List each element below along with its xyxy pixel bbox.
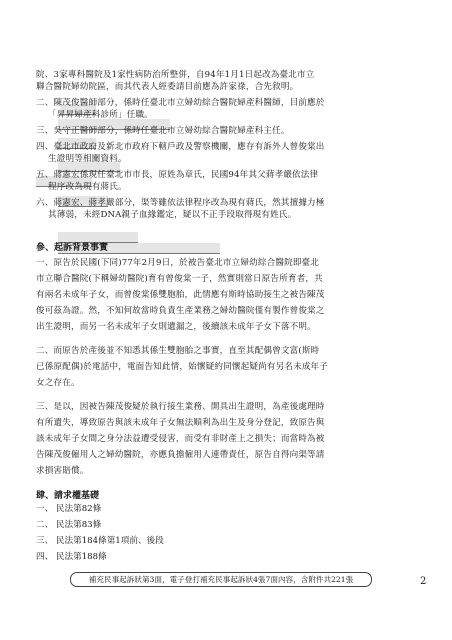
page-number: 2 [420, 576, 427, 587]
law-item: 一、 民法第82條 [36, 504, 102, 514]
body-line: 四、臺北市政府及新北市政府下轄戶政及警察機關，應存有訴外人曾俊棠出 [36, 142, 325, 152]
body-line: 三、是以，因被告陳茂俊疑於執行接生業務、開具出生證明，為產後處理時 [36, 402, 325, 412]
body-line: 有兩名未成年子女，而曾俊棠係雙胞胎，此情應有斯時協助接生之被告陳茂 [36, 290, 325, 300]
body-line: 女之存在。 [36, 378, 80, 388]
body-line: 有所遺失，導致原告與該未成年子女無法順利為出生及身分登記，致原告與 [36, 418, 325, 428]
body-line: 告陳茂俊僱用人之婦幼醫院，亦應負擔僱用人連帶責任，原告自得向渠等請 [36, 450, 325, 460]
section-heading: 肆、請求權基礎 [36, 491, 100, 501]
body-line: 出生證明，而另一名未成年子女則遺漏之，後續該未成年子女下落不明。 [36, 322, 316, 332]
body-line: 院、3家專科醫院及1家性病防治所整併，自94年1月1日起改為臺北市立 [36, 70, 315, 80]
body-line: 二、陳茂俊醫師部分，係時任臺北市立婦幼綜合醫院婦產科醫師，目前應於 [36, 98, 325, 108]
footnote-box: 補充民事起訴狀第3面，電子登打補充民事起訴狀4張7面內容，含附件共221張 [70, 572, 372, 587]
body-line: 生證明等相關資料。 [48, 154, 127, 164]
law-item: 二、 民法第83條 [36, 520, 102, 530]
body-line: 求損害賠償。 [36, 466, 89, 476]
body-line: 三、吳守正醫師部分，係時任臺北市立婦幼綜合醫院婦產科主任。 [36, 126, 290, 136]
body-line: 程序改為現有蔣氏。 [48, 182, 127, 192]
body-line: 聯合醫院婦幼院區，而其代表人經委請目前應為許家祿，合先敘明。 [36, 82, 299, 92]
body-line: 「昇昇婦產科診所」任職。 [48, 110, 153, 120]
law-item: 四、 民法第188條 [36, 552, 107, 562]
body-line: 一、原告於民國(下同)77年2月9日，於被告臺北市立婦幼綜合醫院即臺北 [36, 258, 320, 268]
body-line: 該未成年子女間之身分法益遭受侵害，而受有非財產上之損失；而當時為被 [36, 434, 325, 444]
body-line: 五、蔣憲宏係現任臺北市市長，原姓為章氏，民國94年其父蔣孝嚴依法律 [36, 170, 319, 180]
body-line: 市立聯合醫院(下稱婦幼醫院)育有曾俊棠一子，然實則當日原告所育者，共 [36, 274, 323, 284]
section-heading: 參、起訴背景事實 [36, 243, 109, 253]
body-line: 二、而原告於產後並不知悉其係生雙胞胎之事實，直至其配偶曾文富(斯時 [36, 346, 320, 356]
law-item: 三、 民法第184條第1項前、後段 [36, 536, 164, 546]
body-line: 俊可茲為證。然，不知何故當時負責生產業務之婦幼醫院僅有製作曾俊棠之 [36, 306, 325, 316]
body-line: 其薄弱，未經DNA親子血緣鑑定，疑以不正手段取得現有姓氏。 [48, 210, 297, 220]
body-line: 六、蔣憲宏、蔣孝嚴部分，渠等雖依法律程序改為現有蔣氏，然其擅據力極 [36, 198, 325, 208]
body-line: 已係原配偶)於電話中，電面告知此情，始懷疑約同懷起疑尚有另名未成年子 [36, 362, 329, 372]
